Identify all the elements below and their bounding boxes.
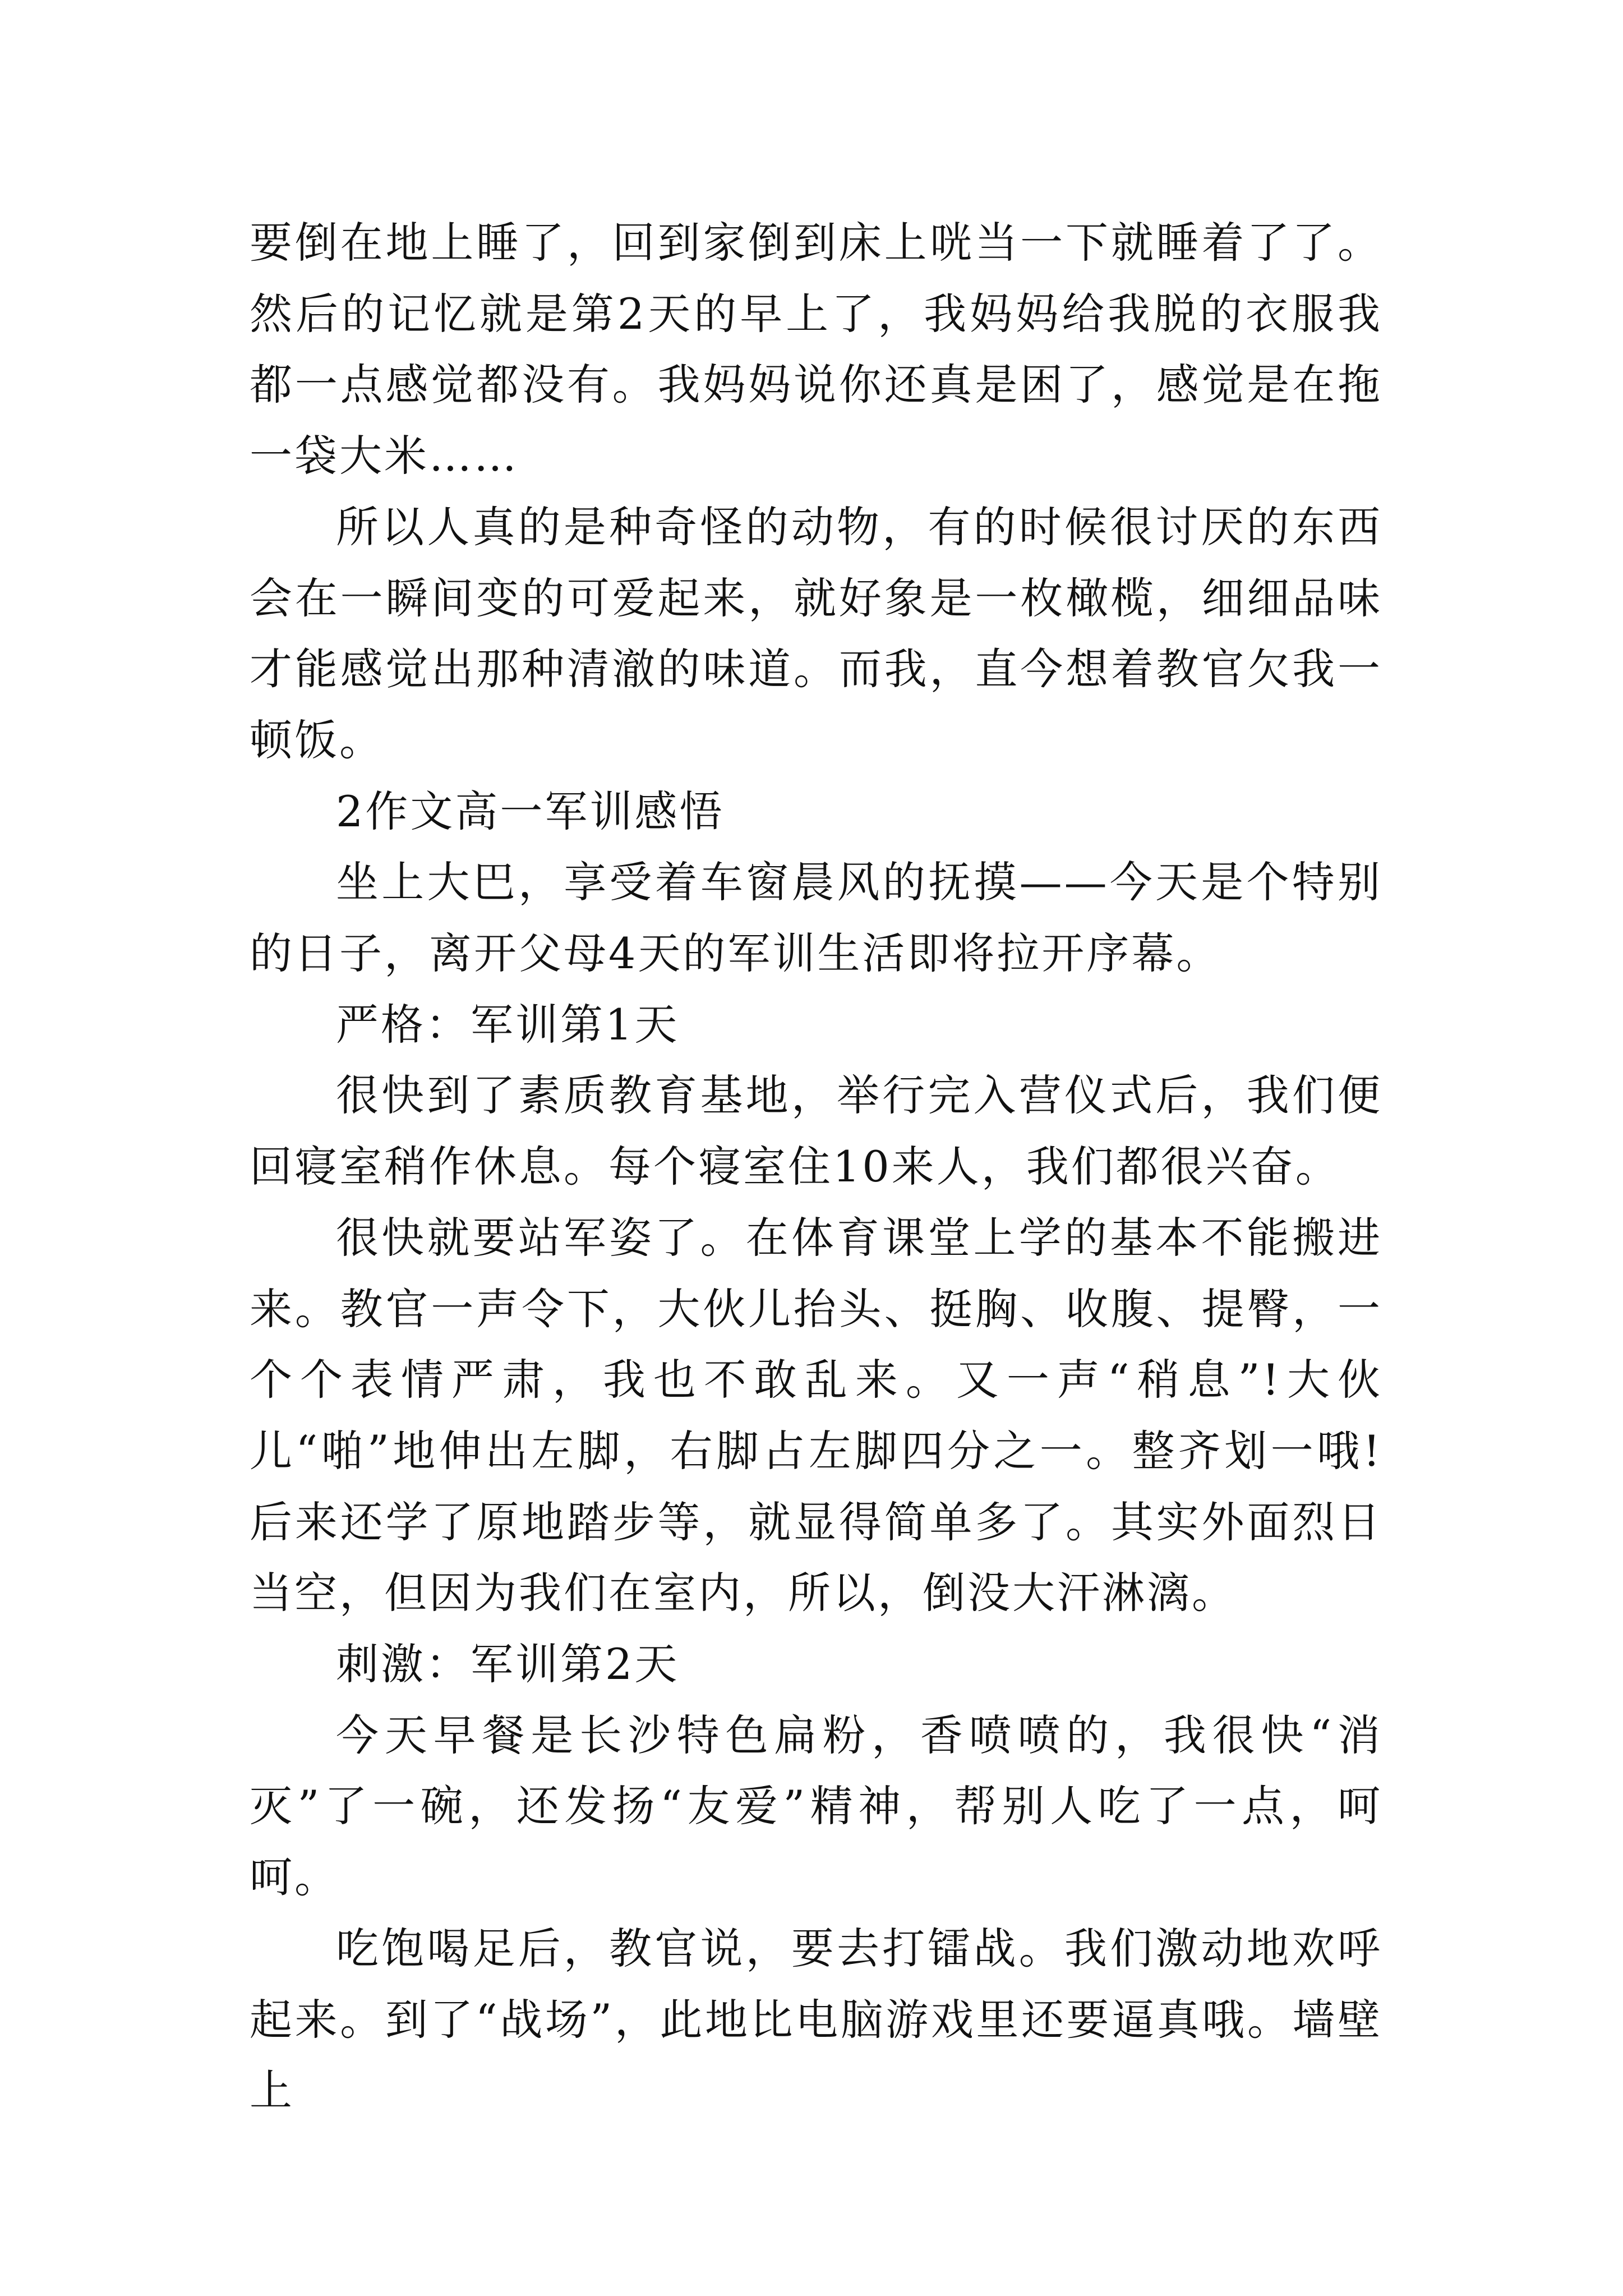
paragraph-6: 很快到了素质教育基地，举行完入营仪式后，我们便回寝室稍作休息。每个寝室住10来人，我们都很兴奋。	[250, 1070, 1382, 1192]
section-heading: 2作文高一军训感悟	[336, 786, 725, 836]
paragraph-7: 很快就要站军姿了。在体育课堂上学的基本不能搬进来。教官一声令下，大伙儿抬头、挺胸、收腹、提臀，一个个表情严肃，我也不敢乱来。又一声“稍息”!大伙儿“啪”地伸出左脚，右脚占左脚四分之一。整齐划一哦!后来还学了原地踏步等，就显得简单多了。其实外面烈日当空，但因为我们在室内，所以，倒没大汗淋漓。	[250, 1212, 1382, 1618]
paragraph-4: 坐上大巴，享受着车窗晨风的抚摸——今天是个特别的日子，离开父母4天的军训生活即将拉开序幕。	[250, 857, 1382, 979]
document-body	[250, 208, 1382, 2127]
day-2-heading: 刺激：军训第2天	[336, 1639, 680, 1690]
paragraph-10: 吃饱喝足后，教官说，要去打镭战。我们激动地欢呼起来。到了“战场”，此地比电脑游戏里还要逼真哦。墙壁上	[250, 1923, 1382, 2116]
day-1-heading: 严格：军训第1天	[336, 999, 680, 1050]
paragraph-1: 要倒在地上睡了，回到家倒到床上咣当一下就睡着了了。然后的记忆就是第2天的早上了，我妈妈给我脱的衣服我都一点感觉都没有。我妈妈说你还真是困了，感觉是在拖一袋大米……	[250, 218, 1382, 481]
paragraph-9: 今天早餐是长沙特色扁粉，香喷喷的，我很快“消灭”了一碗，还发扬“友爱”精神，帮别人吃了一点，呵呵。	[250, 1710, 1382, 1903]
paragraph-2: 所以人真的是种奇怪的动物，有的时候很讨厌的东西会在一瞬间变的可爱起来，就好象是一枚橄榄，细细品味才能感觉出那种清澈的味道。而我，直今想着教官欠我一顿饭。	[250, 501, 1382, 765]
